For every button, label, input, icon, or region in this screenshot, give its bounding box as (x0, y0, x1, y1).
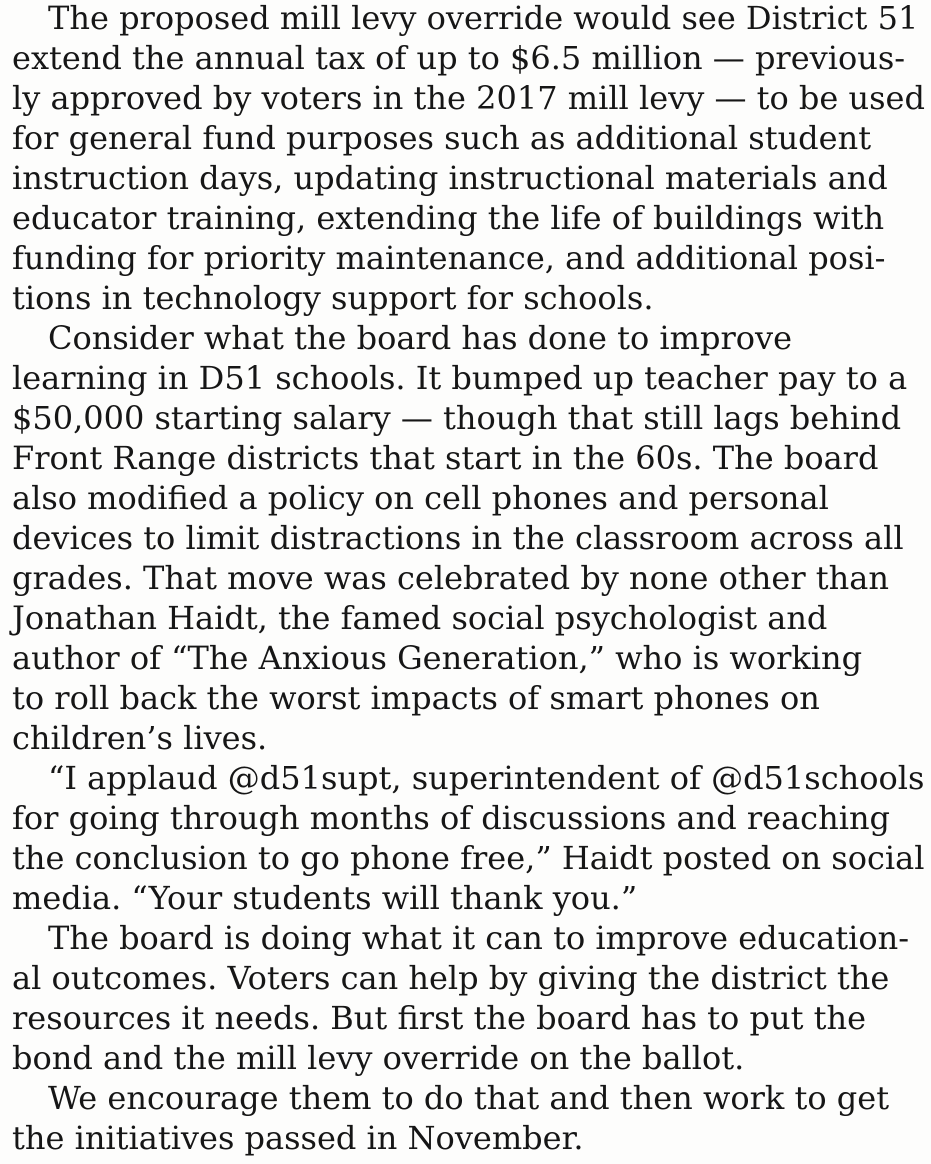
article-line: al outcomes. Voters can help by giving the district the (12, 959, 890, 997)
article-line: the conclusion to go phone free,” Haidt posted on social (12, 839, 925, 877)
article-line: ly approved by voters in the 2017 mill levy — to be used (12, 79, 925, 117)
article-line: We encourage them to do that and then work to get (48, 1079, 890, 1117)
article-line: for going through months of discussions and reaching (12, 799, 891, 837)
article-line: learning in D51 schools. It bumped up teacher pay to a (12, 359, 908, 397)
article-line: to roll back the worst impacts of smart phones on (12, 679, 820, 717)
article-line: $50,000 starting salary — though that still lags behind (12, 399, 902, 437)
article-line: children’s lives. (12, 719, 268, 757)
article-line: bond and the mill levy override on the ballot. (12, 1039, 745, 1077)
article-line: extend the annual tax of up to $6.5 million — previous- (12, 39, 906, 77)
article-line: The board is doing what it can to improve education- (48, 919, 909, 957)
article-line: “I applaud @d51supt, superintendent of @d51schools (48, 759, 925, 797)
article-line: tions in technology support for schools. (12, 279, 654, 317)
article-line: the initiatives passed in November. (12, 1119, 584, 1157)
article-line: also modified a policy on cell phones and personal (12, 479, 829, 517)
article-line: The proposed mill levy override would see District 51 (48, 0, 919, 37)
article-line: Jonathan Haidt, the famed social psychologist and (12, 599, 828, 637)
article-line: author of “The Anxious Generation,” who is working (12, 639, 863, 677)
article-line: Consider what the board has done to improve (48, 319, 793, 357)
article-line: resources it needs. But first the board has to put the (12, 999, 866, 1037)
article-line: grades. That move was celebrated by none other than (12, 559, 889, 597)
article-line: devices to limit distractions in the classroom across all (12, 519, 904, 557)
article-line: for general fund purposes such as additional student (12, 119, 872, 157)
article-line: funding for priority maintenance, and additional posi- (12, 239, 886, 277)
article-line: media. “Your students will thank you.” (12, 879, 638, 917)
article-line: instruction days, updating instructional materials and (12, 159, 888, 197)
article-line: educator training, extending the life of buildings with (12, 199, 885, 237)
article-line: Front Range districts that start in the 60s. The board (12, 439, 879, 477)
